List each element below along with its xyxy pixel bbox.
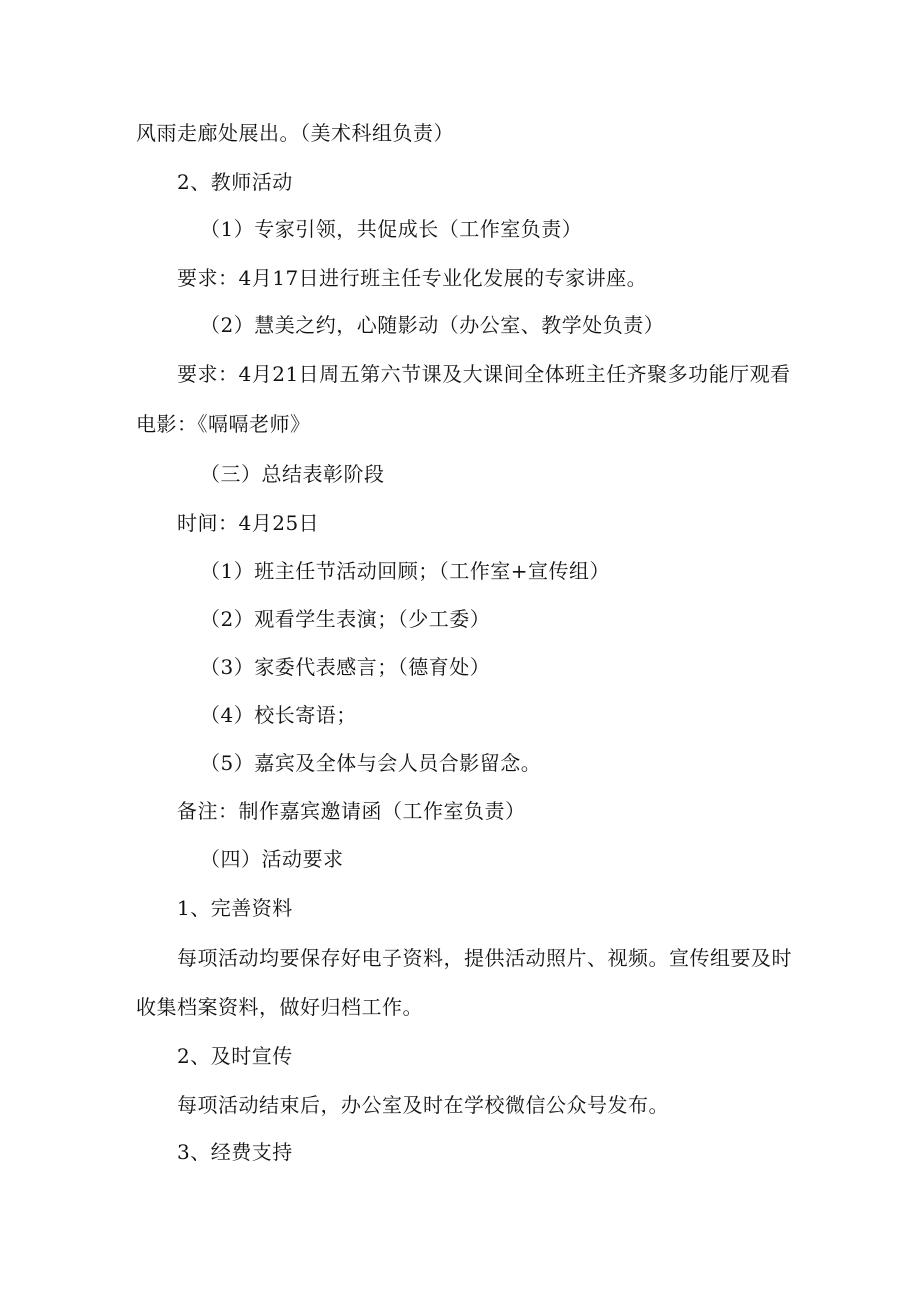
summary-date: 时间：4月25日 xyxy=(177,511,320,535)
summary-item-principal-message: （4）校长寄语； xyxy=(200,703,357,727)
heading-summary-stage: （三）总结表彰阶段 xyxy=(200,462,385,486)
requirement-expert-lecture: 要求：4月17日进行班主任专业化发展的专家讲座。 xyxy=(177,266,648,290)
summary-item-performance: （2）观看学生表演；（少工委） xyxy=(200,607,491,631)
summary-item-group-photo: （5）嘉宾及全体与会人员合影留念。 xyxy=(200,751,542,775)
item-movie-event: （2）慧美之约，心随影动（办公室、教学处负责） xyxy=(200,313,665,337)
paragraph-materials-line2: 收集档案资料，做好归档工作。 xyxy=(136,995,423,1019)
requirement-movie-title: 电影：《嗝嗝老师》 xyxy=(136,412,311,436)
heading-teacher-activities: 2、教师活动 xyxy=(177,170,293,194)
requirement-movie-viewing: 要求：4月21日周五第六节课及大课间全体班主任齐聚多功能厅观看 xyxy=(177,362,791,386)
heading-complete-materials: 1、完善资料 xyxy=(177,896,293,920)
heading-timely-publicity: 2、及时宣传 xyxy=(177,1044,293,1068)
heading-activity-requirements: （四）活动要求 xyxy=(200,847,344,871)
paragraph-publicity: 每项活动结束后，办公室及时在学校微信公众号发布。 xyxy=(177,1093,669,1117)
summary-item-parent-speech: （3）家委代表感言；（德育处） xyxy=(200,655,491,679)
paragraph-continuation-art-display: 风雨走廊处展出。（美术科组负责） xyxy=(136,121,454,145)
heading-funding-support: 3、经费支持 xyxy=(177,1140,293,1164)
summary-item-review: （1）班主任节活动回顾；（工作室+宣传组） xyxy=(200,559,610,583)
item-expert-guidance: （1）专家引领，共促成长（工作室负责） xyxy=(200,217,583,241)
paragraph-materials-line1: 每项活动均要保存好电子资料，提供活动照片、视频。宣传组要及时 xyxy=(177,946,792,970)
note-invitation: 备注：制作嘉宾邀请函（工作室负责） xyxy=(177,799,526,823)
